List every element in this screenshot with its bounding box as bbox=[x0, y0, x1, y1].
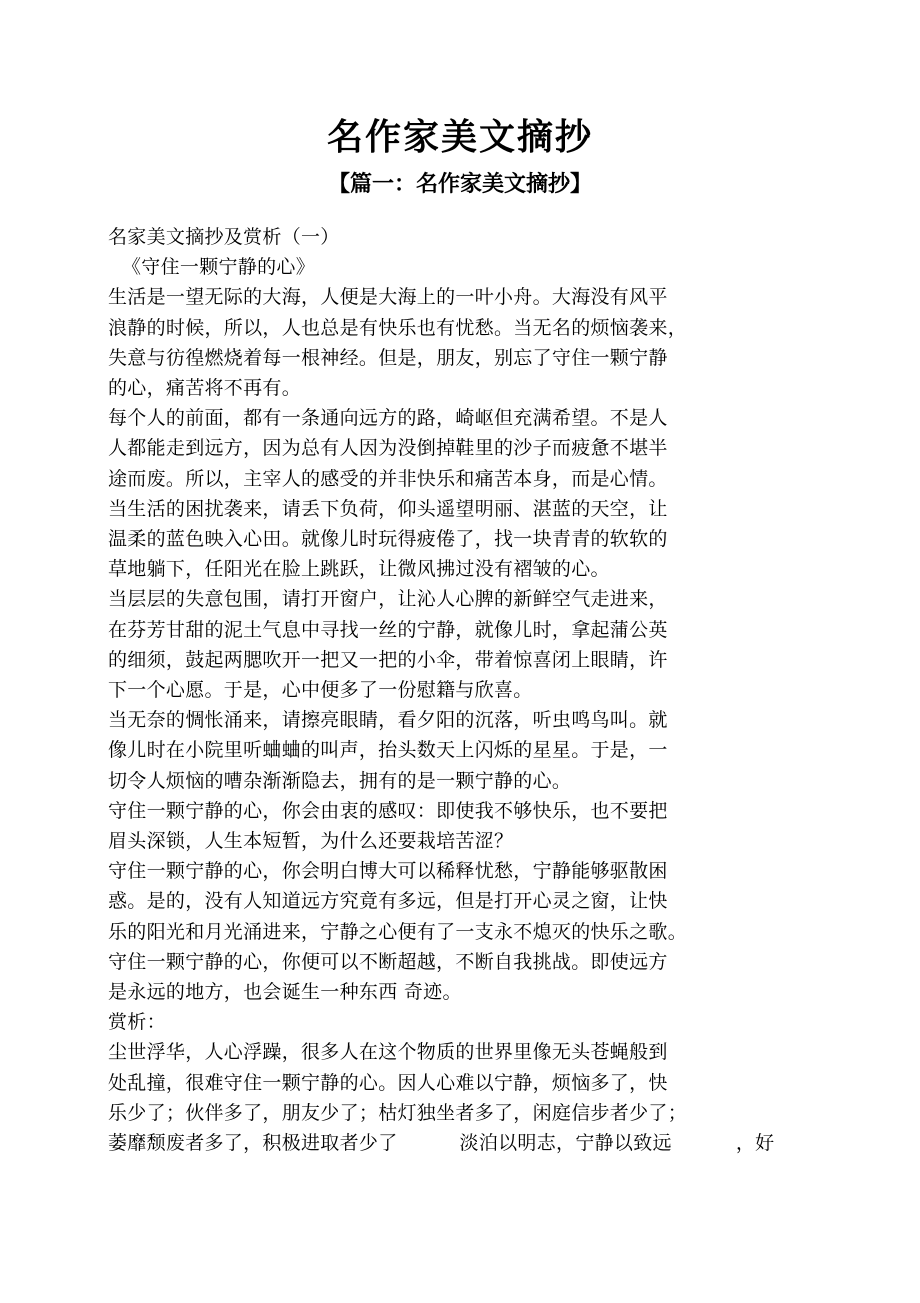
paragraph-line: 生活是一望无际的大海，人便是大海上的一叶小舟。大海没有风平 bbox=[108, 286, 668, 309]
appreciation-label: 赏析： bbox=[108, 1011, 166, 1034]
paragraph-line: 处乱撞，很难守住一颗宁静的心。因人心难以宁静，烦恼多了，快 bbox=[108, 1071, 668, 1094]
section-heading: 名家美文摘抄及赏析（一） bbox=[108, 226, 340, 248]
paragraph-line: 惑。是的，没有人知道远方究竟有多远，但是打开心灵之窗，让快 bbox=[108, 890, 668, 913]
paragraph-line: 的细须，鼓起两腮吹开一把又一把的小伞，带着惊喜闭上眼睛，许 bbox=[108, 648, 668, 671]
paragraph-line: 当层层的失意包围，请打开窗户，让沁人心脾的新鲜空气走进来， bbox=[108, 588, 668, 611]
paragraph-line: 当生活的困扰袭来，请丢下负荷，仰头遥望明丽、湛蓝的天空，让 bbox=[108, 497, 668, 520]
document-subtitle: 【篇一：名作家美文摘抄】 bbox=[327, 172, 592, 197]
article-title: 《守住一颗宁静的心》 bbox=[122, 256, 316, 279]
paragraph-line: 在芬芳甘甜的泥土气息中寻找一丝的宁静，就像儿时，拿起蒲公英 bbox=[108, 618, 668, 641]
paragraph-line: 温柔的蓝色映入心田。就像儿时玩得疲倦了，找一块青青的软软的 bbox=[108, 528, 668, 551]
paragraph-line: 守住一颗宁静的心，你会由衷的感叹：即使我不够快乐，也不要把 bbox=[108, 799, 668, 822]
paragraph-line: 当无奈的惆怅涌来，请擦亮眼睛，看夕阳的沉落，听虫鸣鸟叫。就 bbox=[108, 709, 668, 732]
document-title: 名作家美文摘抄 bbox=[326, 117, 593, 158]
paragraph-line: 尘世浮华，人心浮躁，很多人在这个物质的世界里像无头苍蝇般到 bbox=[108, 1041, 668, 1064]
paragraph-line: 的心，痛苦将不再有。 bbox=[108, 377, 302, 400]
paragraph-line: 像儿时在小院里听蛐蛐的叫声，抬头数天上闪烁的星星。于是，一 bbox=[108, 739, 668, 762]
last-line-part-1: 萎靡颓废者多了，积极进取者少了 bbox=[108, 1132, 398, 1155]
paragraph-line: 途而废。所以，主宰人的感受的并非快乐和痛苦本身，而是心情。 bbox=[108, 467, 668, 490]
paragraph-line: 乐的阳光和月光涌进来，宁静之心便有了一支永不熄灭的快乐之歌。 bbox=[108, 920, 688, 943]
paragraph-line: 守住一颗宁静的心，你会明白博大可以稀释忧愁，宁静能够驱散困 bbox=[108, 860, 668, 883]
paragraph-line: 是永远的地方，也会诞生一种东西 奇迹。 bbox=[108, 981, 462, 1004]
paragraph-line-last bbox=[108, 1128, 838, 1158]
paragraph-line: 乐少了；伙伴多了，朋友少了；枯灯独坐者多了，闲庭信步者少了； bbox=[108, 1101, 688, 1124]
paragraph-line: 下一个心愿。于是，心中便多了一份慰籍与欣喜。 bbox=[108, 679, 533, 702]
last-line-part-3: ，好 bbox=[735, 1132, 775, 1155]
paragraph-line: 草地躺下，任阳光在脸上跳跃，让微风拂过没有褶皱的心。 bbox=[108, 558, 610, 581]
paragraph-line: 切令人烦恼的嘈杂渐渐隐去，拥有的是一颗宁静的心。 bbox=[108, 769, 572, 792]
paragraph-line: 眉头深锁，人生本短暂，为什么还要栽培苦涩？ bbox=[108, 830, 514, 853]
paragraph-line: 浪静的时候，所以，人也总是有快乐也有忧愁。当无名的烦恼袭来， bbox=[108, 316, 688, 339]
document-body bbox=[108, 222, 838, 1158]
paragraph-line: 失意与彷徨燃烧着每一根神经。但是，朋友，别忘了守住一颗宁静 bbox=[108, 346, 668, 369]
paragraph-line: 每个人的前面，都有一条通向远方的路，崎岖但充满希望。不是人 bbox=[108, 407, 668, 430]
paragraph-line: 人都能走到远方，因为总有人因为没倒掉鞋里的沙子而疲惫不堪半 bbox=[108, 437, 668, 460]
last-line-part-2: 淡泊以明志，宁静以致远 bbox=[459, 1132, 672, 1155]
paragraph-line: 守住一颗宁静的心，你便可以不断超越，不断自我挑战。即使远方 bbox=[108, 950, 668, 973]
